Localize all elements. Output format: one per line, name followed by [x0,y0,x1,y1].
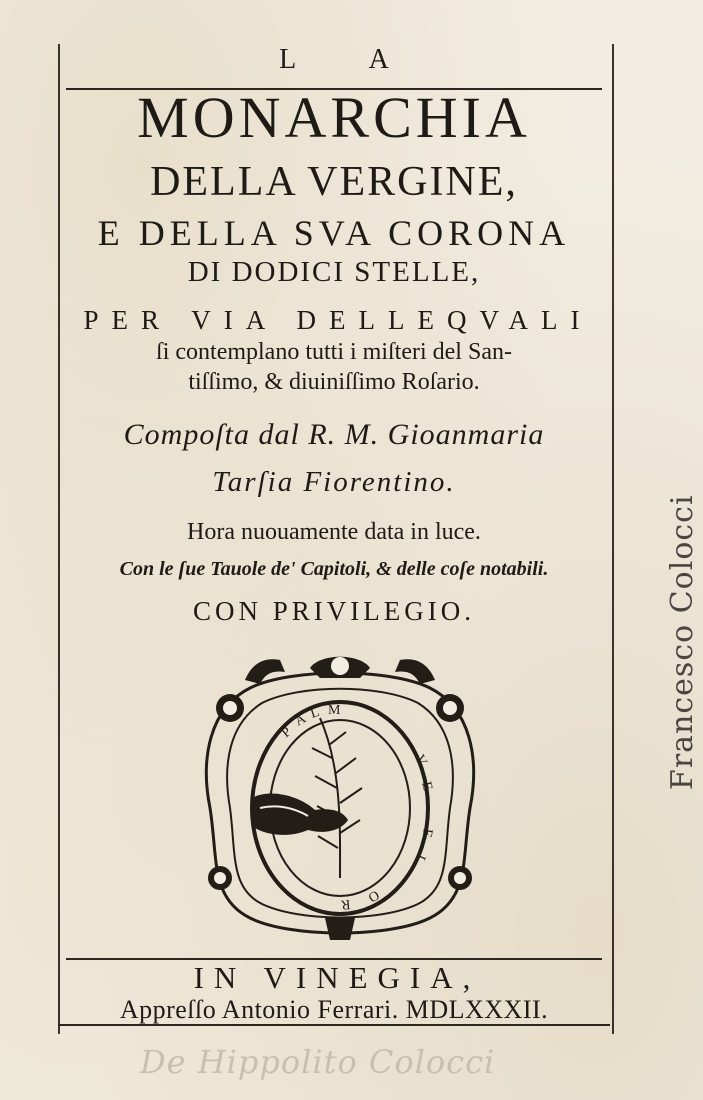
subtitle-per-via: PER VIA DELLEQVALI [83,305,593,335]
contents-note: Con le ſue Tauole de' Capitoli, & delle coſe notabili. [119,558,549,580]
author-composta: Compoſta dal R. M. Gioanmaria [123,418,545,451]
ownership-signature-bottom: De Hippolito Colocci [140,1043,496,1081]
svg-text:L: L [410,851,428,866]
privilege-line: CON PRIVILEGIO. [193,596,475,626]
subtitle-tissimo: tiſſimo, & diuiniſſimo Roſario. [188,369,480,395]
svg-text:V: V [411,752,430,769]
imprint-city: IN VINEGIA, [193,960,481,995]
title-e-della-corona: E DELLA SVA CORONA [97,213,571,253]
svg-text:L: L [308,704,322,722]
title-dodici-stelle: DI DODICI STELLE, [187,256,481,288]
imprint-printer-date: Appreſſo Antonio Ferrari. MDLXXXII. [119,995,549,1024]
svg-text:R: R [340,896,351,912]
edition-note: Hora nuouamente data in luce. [187,519,481,545]
svg-text:O: O [365,886,382,905]
printer-mark-emblem [190,648,490,944]
svg-text:M: M [328,703,341,718]
svg-text:A: A [292,711,309,730]
author-tarsia: Tarſia Fiorentino. [212,466,456,498]
bottom-rule-lower [58,1024,610,1026]
ownership-signature-vertical: Francesco Colocci [665,494,700,790]
svg-text:F: F [418,827,435,838]
svg-text:E: E [418,780,435,793]
subtitle-si-contemplano: ſi contemplano tutti i miſteri del San- [156,339,512,365]
title-monarchia: MONARCHIA [137,85,531,150]
svg-text:P: P [278,724,295,742]
title-la: L A [279,44,423,75]
title-della-vergine: DELLA VERGINE, [150,159,518,205]
